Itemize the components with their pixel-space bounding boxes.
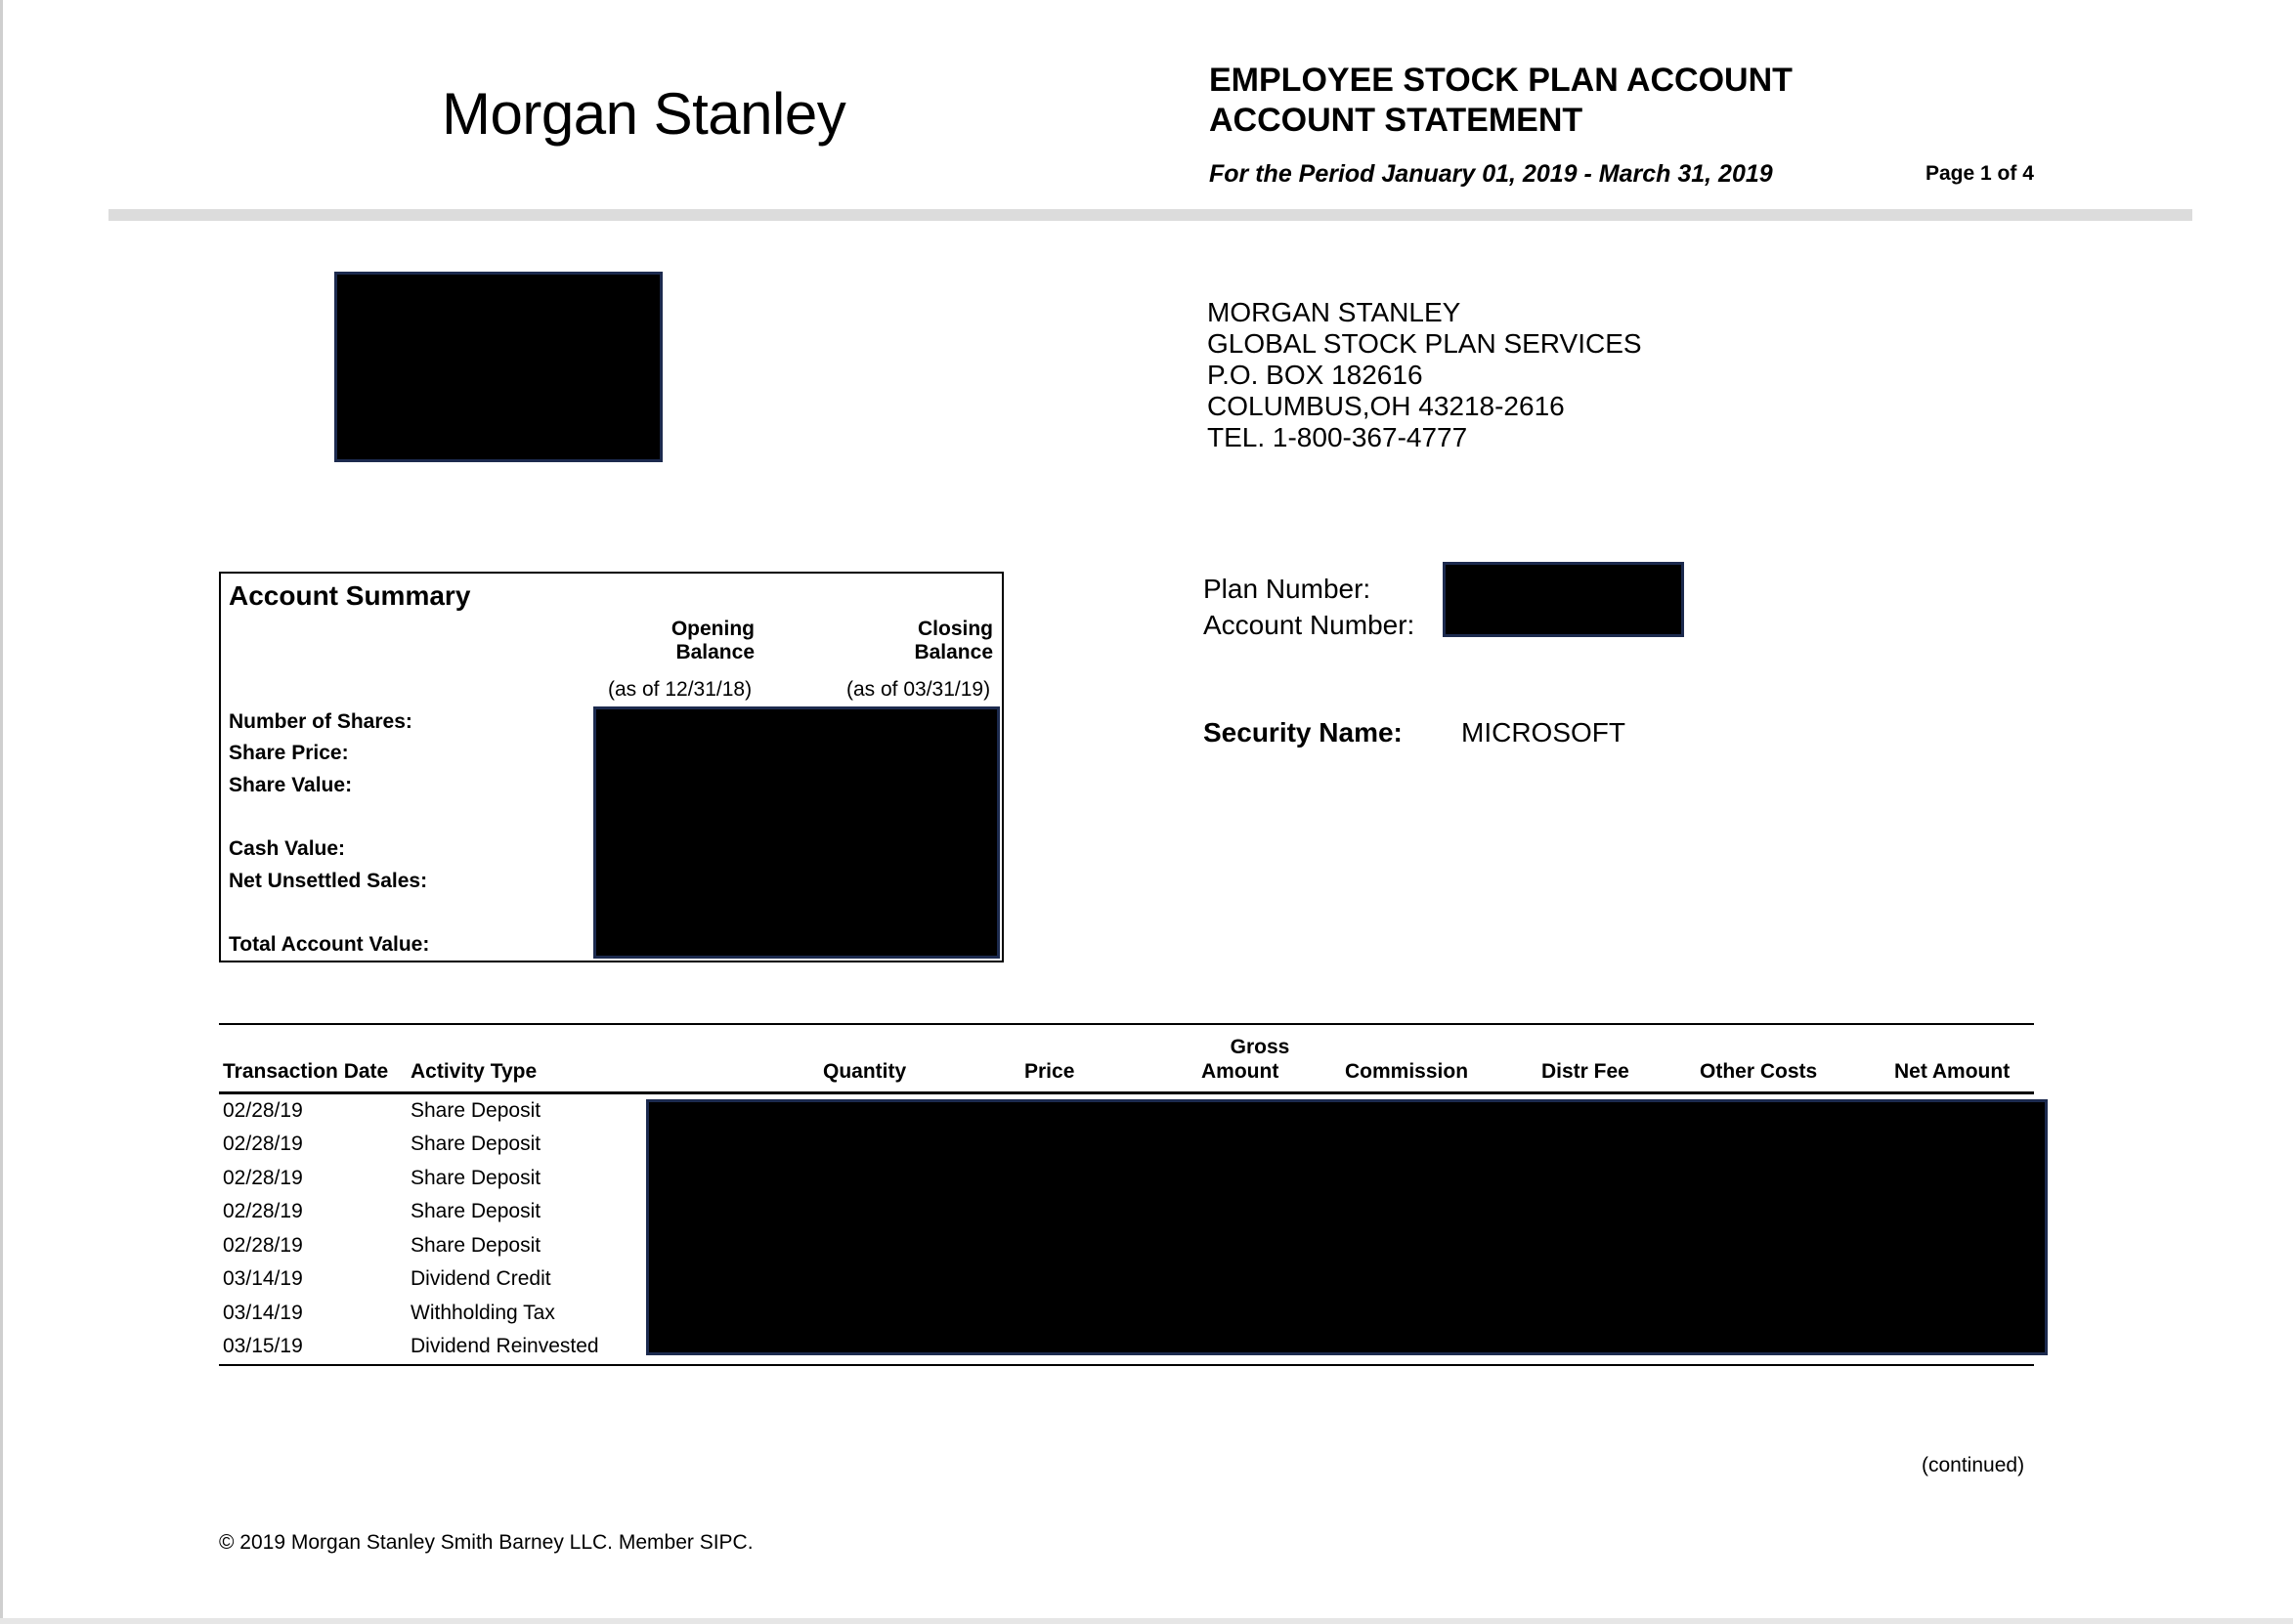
opening-balance-date: (as of 12/31/18) [608, 678, 753, 701]
th-quantity: Quantity [823, 1060, 907, 1083]
row-date: 02/28/19 [223, 1200, 303, 1222]
statement-title-line1: EMPLOYEE STOCK PLAN ACCOUNT [1209, 62, 1793, 99]
row-activity: Dividend Reinvested [411, 1335, 599, 1357]
security-name-label: Security Name: [1203, 717, 1403, 748]
th-distr-fee: Distr Fee [1541, 1060, 1629, 1083]
th-net-amount: Net Amount [1894, 1060, 2011, 1083]
page-left-border [0, 0, 3, 1624]
account-summary-title: Account Summary [229, 580, 471, 611]
transactions-bottom-rule [219, 1364, 2034, 1366]
row-date: 03/15/19 [223, 1335, 303, 1357]
plan-number-label: Plan Number: [1203, 574, 1371, 604]
statement-title [1209, 61, 1793, 141]
row-activity: Share Deposit [411, 1200, 541, 1222]
th-gross-line2: Amount [1201, 1060, 1279, 1083]
row-date: 03/14/19 [223, 1302, 303, 1324]
row-activity: Withholding Tax [411, 1302, 555, 1324]
redacted-plan-account-numbers [1443, 562, 1684, 637]
page-bottom-border [0, 1618, 2293, 1624]
opening-balance-header-line2: Balance [675, 641, 755, 663]
transactions-header-rule [219, 1091, 2034, 1094]
closing-balance-date: (as of 03/31/19) [846, 678, 991, 701]
mailing-address [1207, 297, 1642, 453]
statement-period: For the Period January 01, 2019 - March 31, 2019 [1209, 160, 1773, 188]
redacted-recipient-address [334, 272, 663, 462]
copyright-footer: © 2019 Morgan Stanley Smith Barney LLC. Member SIPC. [219, 1531, 754, 1554]
th-other-costs: Other Costs [1700, 1060, 1818, 1083]
row-date: 02/28/19 [223, 1099, 303, 1122]
th-price: Price [1024, 1060, 1075, 1083]
row-activity: Dividend Credit [411, 1267, 551, 1290]
closing-balance-header-line1: Closing [918, 618, 993, 640]
page-number: Page 1 of 4 [1925, 162, 2034, 185]
row-date: 02/28/19 [223, 1167, 303, 1189]
row-date: 02/28/19 [223, 1234, 303, 1257]
address-line: MORGAN STANLEY [1207, 297, 1461, 327]
continued-note: (continued) [1922, 1454, 2025, 1476]
row-date: 03/14/19 [223, 1267, 303, 1290]
summary-label-share-value: Share Value: [229, 774, 353, 796]
address-line: COLUMBUS,OH 43218-2616 [1207, 391, 1565, 421]
th-activity-type: Activity Type [411, 1060, 538, 1083]
th-commission: Commission [1345, 1060, 1469, 1083]
row-date: 02/28/19 [223, 1133, 303, 1155]
opening-balance-header-line1: Opening [671, 618, 755, 640]
th-gross-line1: Gross [1230, 1036, 1290, 1058]
header-divider [108, 209, 2192, 221]
row-activity: Share Deposit [411, 1099, 541, 1122]
opening-balance-header [626, 618, 755, 664]
summary-label-cash-value: Cash Value: [229, 837, 346, 860]
transactions-top-rule [219, 1023, 2034, 1025]
row-activity: Share Deposit [411, 1167, 541, 1189]
row-activity: Share Deposit [411, 1133, 541, 1155]
address-line: TEL. 1-800-367-4777 [1207, 422, 1468, 452]
statement-title-line2: ACCOUNT STATEMENT [1209, 102, 1583, 139]
summary-label-share-price: Share Price: [229, 742, 349, 764]
summary-label-number-of-shares: Number of Shares: [229, 710, 412, 733]
security-name-value: MICROSOFT [1461, 717, 1625, 748]
morgan-stanley-logo: Morgan Stanley [442, 81, 846, 147]
redacted-summary-values [593, 706, 1000, 959]
row-activity: Share Deposit [411, 1234, 541, 1257]
summary-label-total-account-value: Total Account Value: [229, 933, 430, 956]
redacted-transaction-amounts [646, 1099, 2048, 1355]
address-line: GLOBAL STOCK PLAN SERVICES [1207, 328, 1642, 359]
closing-balance-header [864, 618, 993, 664]
th-transaction-date: Transaction Date [223, 1060, 389, 1083]
account-number-label: Account Number: [1203, 610, 1415, 640]
summary-label-net-unsettled-sales: Net Unsettled Sales: [229, 870, 428, 892]
address-line: P.O. BOX 182616 [1207, 360, 1423, 390]
closing-balance-header-line2: Balance [914, 641, 993, 663]
